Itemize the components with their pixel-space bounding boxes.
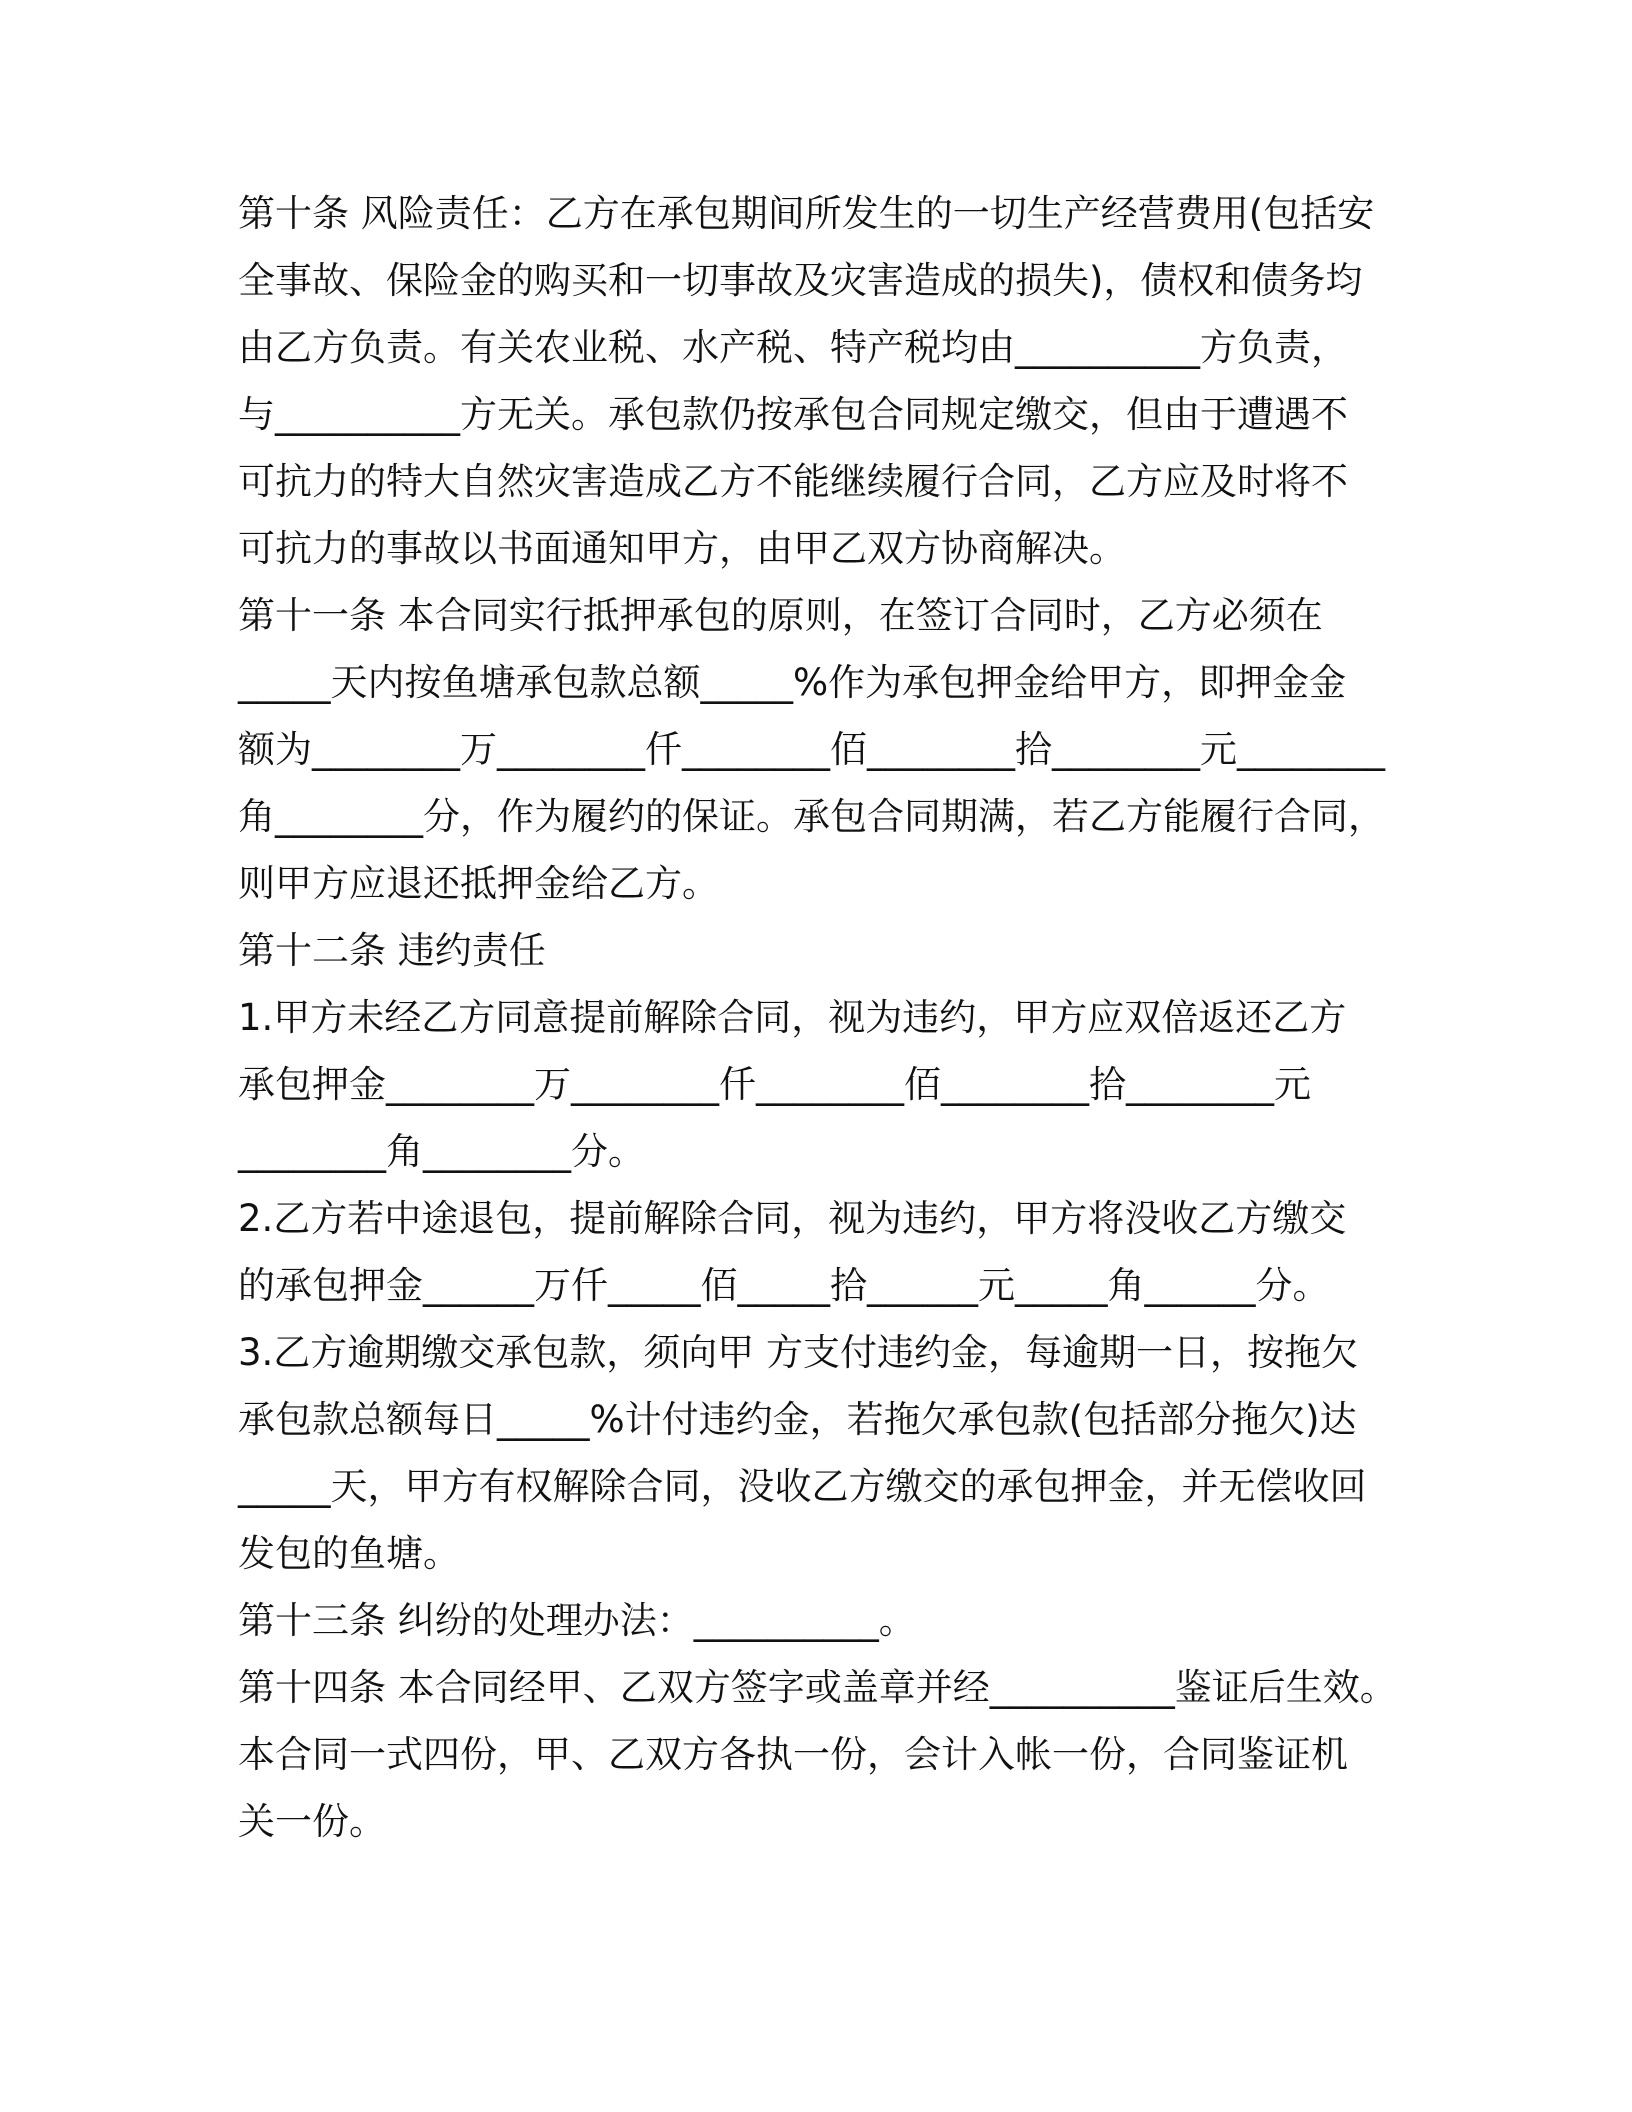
- article-14-line: 第十四条 本合同经甲、乙双方签字或盖章并经__________鉴证后生效。: [238, 1666, 1397, 1709]
- article-12-heading: 第十二条 违约责任: [238, 929, 546, 972]
- text-line: 可抗力的事故以书面通知甲方，由甲乙双方协商解决。: [238, 527, 1126, 570]
- text-line: 可抗力的特大自然灾害造成乙方不能继续履行合同，乙方应及时将不: [238, 460, 1348, 503]
- text-line: 额为________万________仟________佰________拾________元________: [238, 728, 1385, 771]
- text-line: 承包款总额每日_____%计付违约金，若拖欠承包款(包括部分拖欠)达: [238, 1398, 1357, 1441]
- text-line: 角________分，作为履约的保证。承包合同期满，若乙方能履行合同，: [238, 795, 1385, 838]
- article-13-line: 第十三条 纠纷的处理办法：__________。: [238, 1599, 916, 1642]
- text-line: 第十条 风险责任：乙方在承包期间所发生的一切生产经营费用(包括安: [238, 192, 1375, 235]
- text-line: 与__________方无关。承包款仍按承包合同规定缴交，但由于遭遇不: [238, 393, 1348, 436]
- clause-3-line: 3.乙方逾期缴交承包款，须向甲 方支付违约金，每逾期一日，按拖欠: [238, 1331, 1359, 1374]
- text-line: 本合同一式四份，甲、乙双方各执一份，会计入帐一份，合同鉴证机: [238, 1733, 1348, 1776]
- text-line: _____天内按鱼塘承包款总额_____%作为承包押金给甲方，即押金金: [238, 661, 1347, 704]
- clause-2-line: 2.乙方若中途退包，提前解除合同，视为违约，甲方将没收乙方缴交: [238, 1197, 1347, 1240]
- text-line: ________角________分。: [238, 1130, 645, 1173]
- article-11-heading-line: 第十一条 本合同实行抵押承包的原则，在签订合同时，乙方必须在: [238, 594, 1323, 637]
- text-line: 由乙方负责。有关农业税、水产税、特产税均由__________方负责，: [238, 326, 1348, 369]
- text-line: 承包押金________万________仟________佰________拾________元: [238, 1063, 1311, 1106]
- text-line: 关一份。: [238, 1800, 386, 1843]
- text-line: 全事故、保险金的购买和一切事故及灾害造成的损失)，债权和债务均: [238, 259, 1363, 302]
- text-line: 则甲方应退还抵押金给乙方。: [238, 862, 719, 905]
- clause-1-line: 1.甲方未经乙方同意提前解除合同，视为违约，甲方应双倍返还乙方: [238, 996, 1347, 1039]
- text-line: 的承包押金______万仟_____佰_____拾______元_____角______分。: [238, 1264, 1330, 1307]
- text-line: 发包的鱼塘。: [238, 1532, 460, 1575]
- contract-page: [238, 180, 1398, 1855]
- text-line: _____天，甲方有权解除合同，没收乙方缴交的承包押金，并无偿收回: [238, 1465, 1367, 1508]
